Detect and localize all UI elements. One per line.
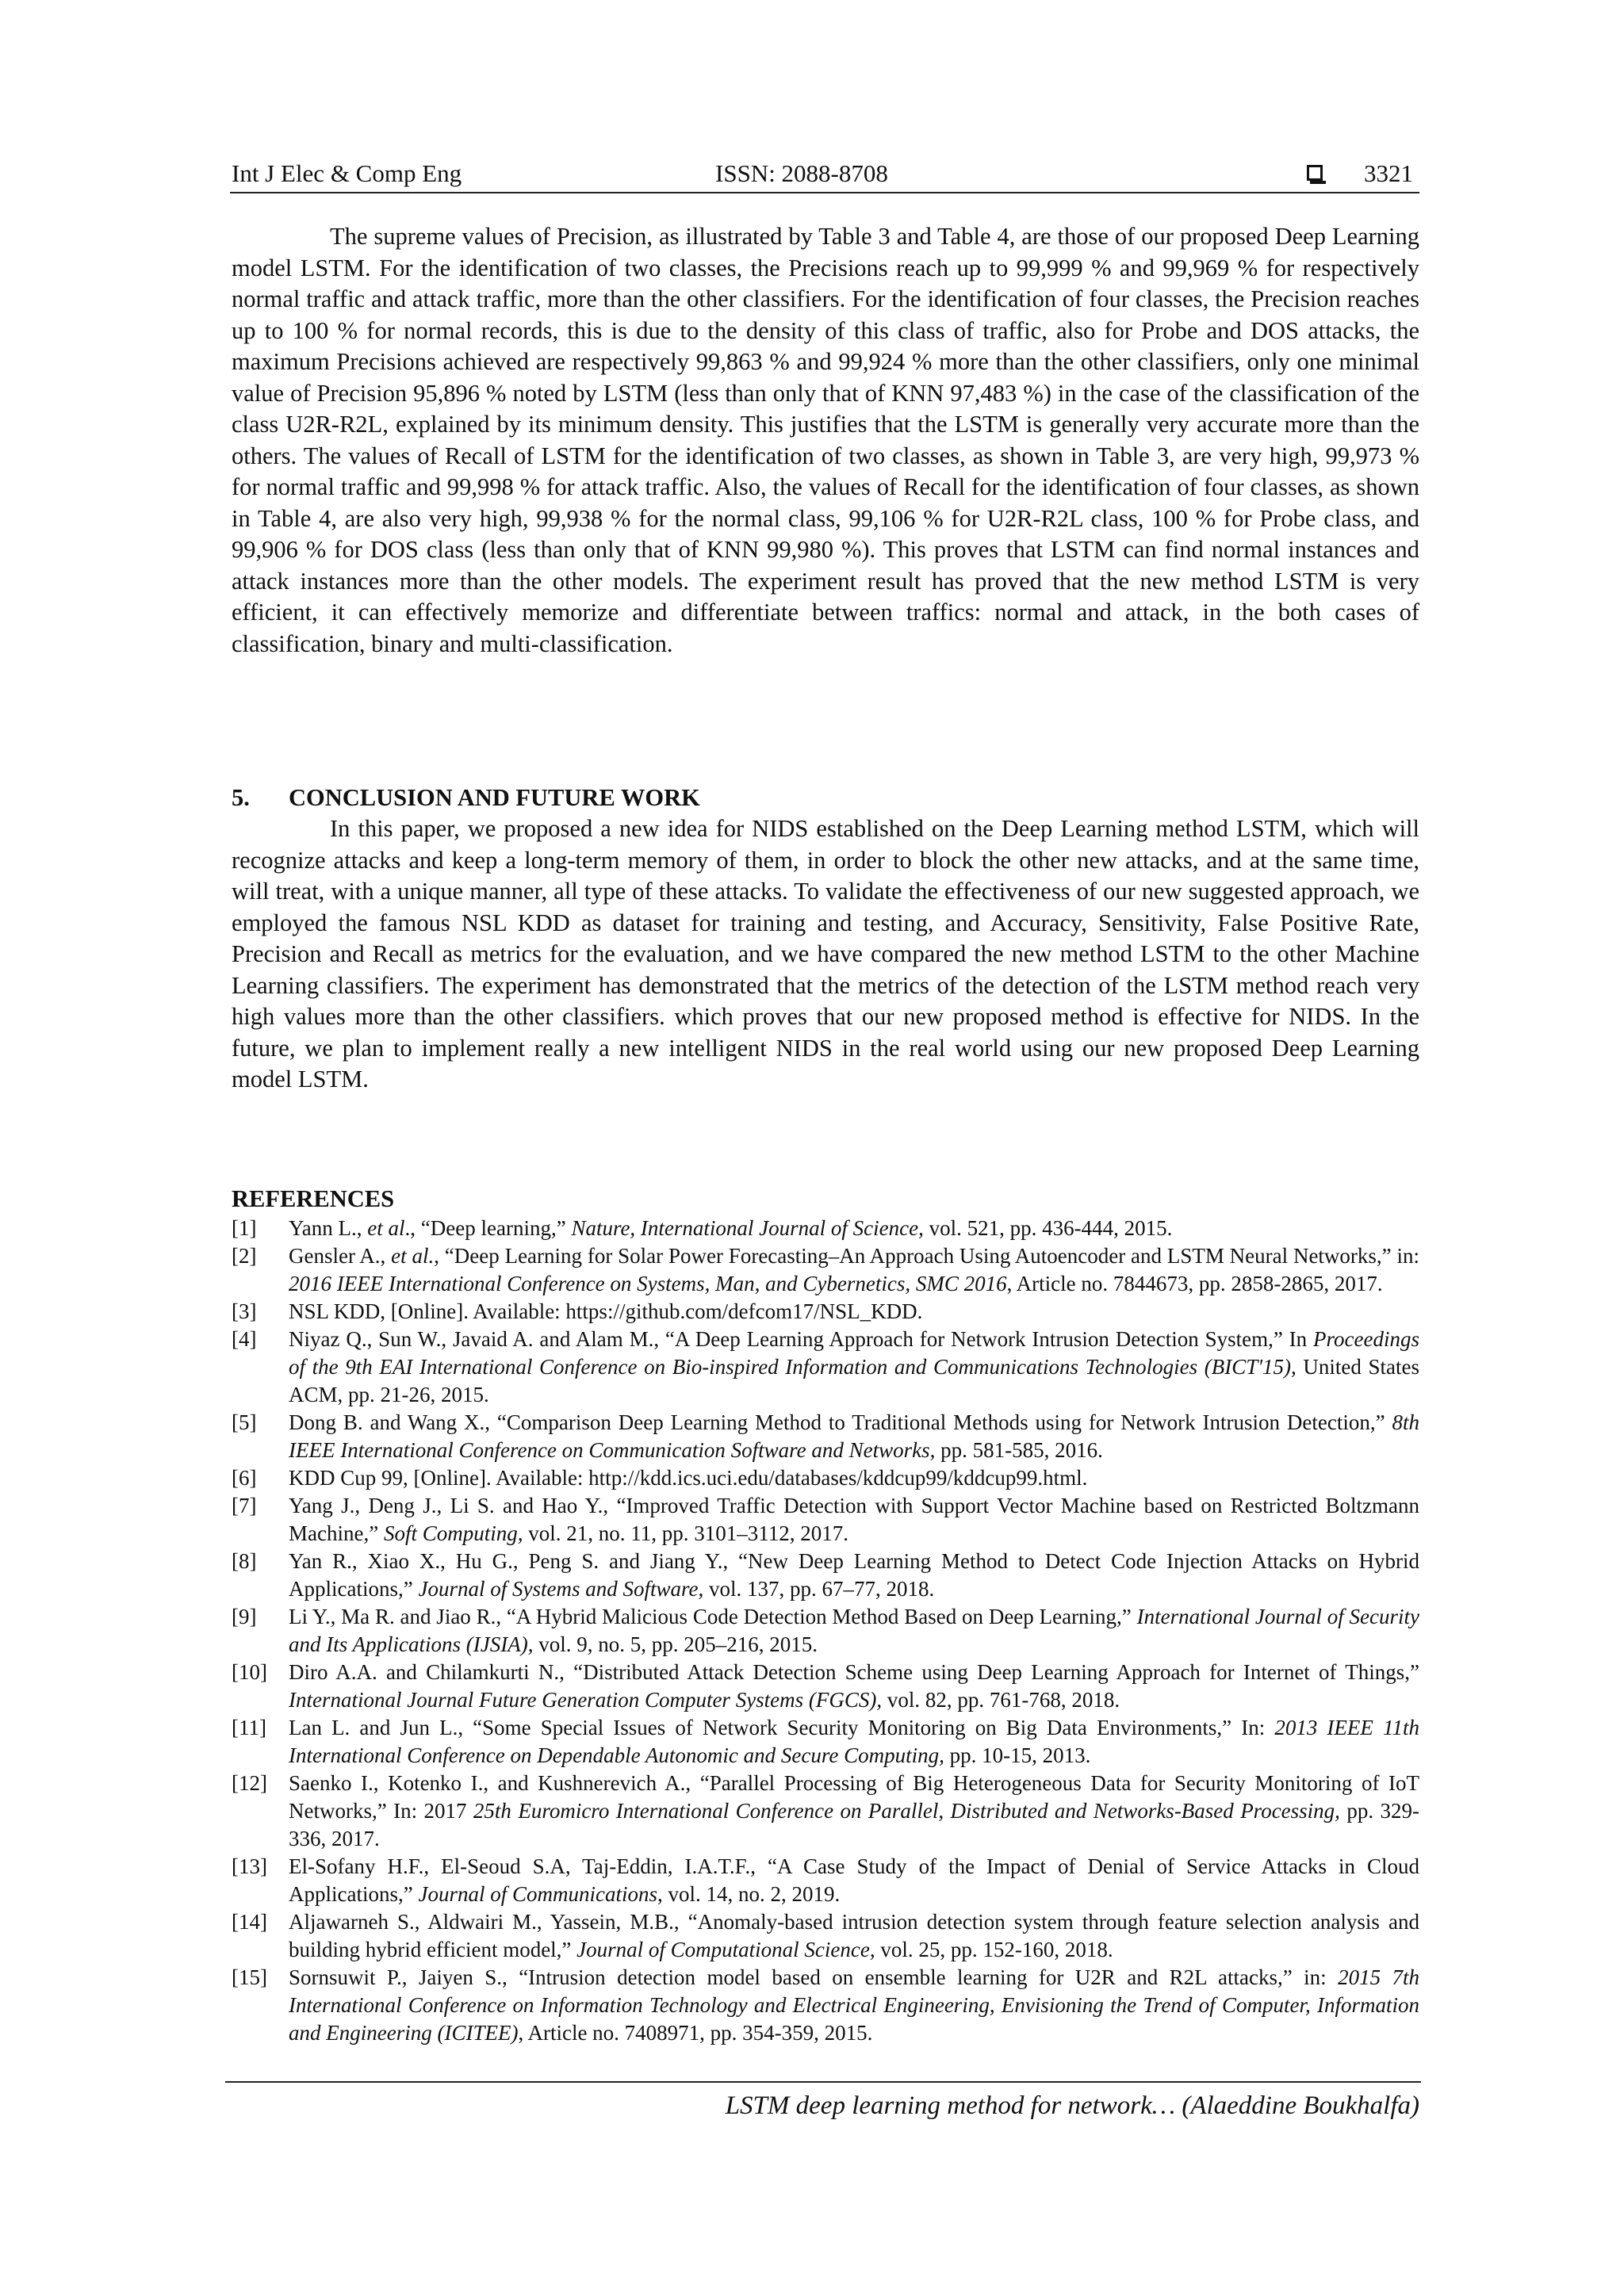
reference-number: [7] bbox=[232, 1494, 257, 1517]
reference-text: pp. 10-15, 2013. bbox=[944, 1743, 1091, 1767]
reference-text: Sornsuwit P., Jaiyen S., “Intrusion detection model based on ensemble learning for U2R and R2L attacks,” in: bbox=[289, 1965, 1339, 1989]
reference-text: Yang J., Deng J., Li S. and Hao Y., “Improved Traffic Detection with Support Vector Machine based on Restricted Boltzmann Machine,” bbox=[289, 1494, 1419, 1545]
reference-text: Li Y., Ma R. and Jiao R., “A Hybrid Malicious Code Detection Method Based on Deep Learning,” bbox=[289, 1605, 1137, 1628]
reference-text: United States ACM, pp. 21-26, 2015. bbox=[289, 1355, 1419, 1406]
reference-text: Yan R., Xiao X., Hu G., Peng S. and Jiang Y., “New Deep Learning Method to Detect Code Injection Attacks on Hybrid Applications,” bbox=[289, 1549, 1419, 1601]
reference-text: , Article no. 7408971, pp. 354-359, 2015. bbox=[518, 2021, 873, 2045]
reference-text: Niyaz Q., Sun W., Javaid A. and Alam M., “A Deep Learning Approach for Network Intrusion Detection System,” In bbox=[289, 1327, 1314, 1351]
reference-item bbox=[232, 1714, 1419, 1770]
reference-text: KDD Cup 99, [Online]. Available: http://kdd.ics.uci.edu/databases/kddcup99/kddcup99.html. bbox=[289, 1466, 1088, 1490]
reference-item bbox=[232, 1908, 1419, 1964]
section-title: CONCLUSION AND FUTURE WORK bbox=[289, 784, 700, 811]
reference-number: [1] bbox=[232, 1216, 257, 1240]
reference-text: vol. 9, no. 5, pp. 205–216, 2015. bbox=[533, 1632, 818, 1656]
reference-item bbox=[232, 1853, 1419, 1908]
reference-number: [8] bbox=[232, 1549, 257, 1573]
reference-italic-text: et al bbox=[367, 1216, 405, 1240]
reference-number: [13] bbox=[232, 1854, 267, 1878]
results-paragraph: The supreme values of Precision, as illustrated by Table 3 and Table 4, are those of our proposed Deep Learning model LSTM. For the identification of two classes, the Precisions reach up to 99,999 % and 99,969 % for respectively normal traffic and attack traffic, more than the other classifiers. For the identification of four classes, the Precision reaches up to 100 % for normal records, this is due to the density of this class of traffic, also for Probe and DOS attacks, the maximum Precisions achieved are respectively 99,863 % and 99,924 % more than the other classifiers, only one minimal value of Precision 95,896 % noted by LSTM (less than only that of KNN 97,483 %) in the case of the classification of the class U2R-R2L, explained by its minimum density. This justifies that the LSTM is generally very accurate more than the others. The values of Recall of LSTM for the identification of two classes, as shown in Table 3, are very high, 99,973 % for normal traffic and 99,998 % for attack traffic. Also, the values of Recall for the identification of four classes, as shown in Table 4, are also very high, 99,938 % for the normal class, 99,106 % for U2R-R2L class, 100 % for Probe class, and 99,906 % for DOS class (less than only that of KNN 99,980 %). This proves that LSTM can find normal instances and attack instances more than the other models. The experiment result has proved that the new method LSTM is very efficient, it can effectively memorize and differentiate between traffics: normal and attack, in the both cases of classification, binary and multi-classification. bbox=[232, 223, 1419, 657]
page-footer: LSTM deep learning method for network… (Alaeddine Boukhalfa) bbox=[725, 2091, 1419, 2120]
reference-italic-text: Nature, International Journal of Science, bbox=[571, 1216, 924, 1240]
reference-text: Diro A.A. and Chilamkurti N., “Distributed Attack Detection Scheme using Deep Learning Approach for Internet of Things,” bbox=[289, 1660, 1419, 1684]
reference-italic-text: 2013 IEEE 11th International Conference on Dependable Autonomic and Secure Computing, bbox=[289, 1716, 1419, 1767]
reference-text: vol. 21, no. 11, pp. 3101–3112, 2017. bbox=[523, 1521, 848, 1545]
reference-item bbox=[232, 1603, 1419, 1659]
reference-text: ., “Deep learning,” bbox=[404, 1216, 572, 1240]
reference-italic-text: 2015 7th International Conference on Information Technology and Electrical Engineering, Envisioning the Trend of Computer, Information and Engineering (ICITEE) bbox=[289, 1965, 1419, 2045]
reference-number: [12] bbox=[232, 1771, 267, 1795]
reference-number: [11] bbox=[232, 1716, 266, 1739]
section-heading bbox=[232, 782, 700, 813]
reference-item bbox=[232, 1659, 1419, 1714]
reference-text: , Article no. 7844673, pp. 2858-2865, 2017. bbox=[1006, 1272, 1383, 1295]
reference-item bbox=[232, 1770, 1419, 1853]
reference-text: pp. 581-585, 2016. bbox=[935, 1438, 1103, 1462]
reference-text: pp. 329-336, 2017. bbox=[289, 1799, 1419, 1850]
section-number: 5. bbox=[232, 784, 250, 811]
reference-text: Aljawarneh S., Aldwairi M., Yassein, M.B., “Anomaly-based intrusion detection system through feature selection analysis and building hybrid efficient model,” bbox=[289, 1910, 1419, 1961]
reference-list bbox=[232, 1215, 1419, 2047]
reference-item bbox=[232, 1242, 1419, 1298]
reference-text: Lan L. and Jun L., “Some Special Issues of Network Security Monitoring on Big Data Environments,” In: bbox=[289, 1716, 1275, 1739]
reference-number: [9] bbox=[232, 1605, 257, 1628]
reference-text: Gensler A., bbox=[289, 1244, 392, 1268]
reference-text: vol. 521, pp. 436-444, 2015. bbox=[923, 1216, 1173, 1240]
reference-text: vol. 25, pp. 152-160, 2018. bbox=[875, 1938, 1113, 1961]
page-header bbox=[230, 155, 1419, 193]
reference-number: [14] bbox=[232, 1910, 267, 1934]
reference-text: NSL KDD, [Online]. Available: https://github.com/defcom17/NSL_KDD. bbox=[289, 1299, 923, 1323]
reference-text: Yann L., bbox=[289, 1216, 368, 1240]
reference-number: [3] bbox=[232, 1299, 257, 1323]
reference-number: [4] bbox=[232, 1327, 257, 1351]
reference-text: , vol. 14, no. 2, 2019. bbox=[657, 1882, 841, 1906]
reference-text: , “Deep Learning for Solar Power Forecasting–An Approach Using Autoencoder and LSTM Neural Networks,” in: bbox=[434, 1244, 1419, 1268]
reference-text: vol. 82, pp. 761-768, 2018. bbox=[882, 1688, 1120, 1712]
reference-text: Saenko I., Kotenko I., and Kushnerevich A., “Parallel Processing of Big Heterogeneous Data for Security Monitoring of IoT Networks,” In: 2017 bbox=[289, 1771, 1419, 1823]
reference-item bbox=[232, 1464, 1419, 1492]
reference-item bbox=[232, 1492, 1419, 1548]
reference-item bbox=[232, 1409, 1419, 1464]
conclusion-paragraph: In this paper, we proposed a new idea for NIDS established on the Deep Learning method LSTM, which will recognize attacks and keep a long-term memory of them, in order to block the other new attacks, and at the same time, will treat, with a unique manner, all type of these attacks. To validate the effectiveness of our new suggested approach, we employed the famous NSL KDD as dataset for training and testing, and Accuracy, Sensitivity, False Positive Rate, Precision and Recall as metrics for the evaluation, and we have compared the new method LSTM to the other Machine Learning classifiers. The experiment has demonstrated that the metrics of the detection of the LSTM method reach very high values more than the other classifiers. which proves that our new proposed method is effective for NIDS. In the future, we plan to implement really a new intelligent NIDS in the real world using our new proposed Deep Learning model LSTM. bbox=[232, 815, 1419, 1093]
reference-item bbox=[232, 1326, 1419, 1409]
reference-italic-text: 25th Euromicro International Conference on Parallel, Distributed and Networks-Based Processing, bbox=[473, 1799, 1340, 1823]
reference-italic-text: Journal of Communications bbox=[418, 1882, 657, 1906]
footer-divider bbox=[225, 2081, 1421, 2083]
reference-item bbox=[232, 1548, 1419, 1603]
reference-number: [6] bbox=[232, 1466, 257, 1490]
reference-number: [5] bbox=[232, 1410, 257, 1434]
reference-text: vol. 137, pp. 67–77, 2018. bbox=[703, 1577, 935, 1601]
reference-number: [15] bbox=[232, 1965, 267, 1989]
reference-text: El-Sofany H.F., El-Seoud S.A, Taj-Eddin, I.A.T.F., “A Case Study of the Impact of Denial of Service Attacks in Cloud Applications,” bbox=[289, 1854, 1419, 1906]
reference-italic-text: Proceedings of the 9th EAI International Conference on Bio-inspired Information and Communications Technologies (BICT'15), bbox=[289, 1327, 1419, 1379]
reference-item bbox=[232, 1964, 1419, 2047]
reference-italic-text: International Journal Future Generation Computer Systems (FGCS), bbox=[289, 1688, 883, 1712]
reference-number: [10] bbox=[232, 1660, 267, 1684]
reference-text: Dong B. and Wang X., “Comparison Deep Learning Method to Traditional Methods using for Network Intrusion Detection,” bbox=[289, 1410, 1392, 1434]
reference-item bbox=[232, 1215, 1419, 1242]
reference-italic-text: 8th IEEE International Conference on Communication Software and Networks, bbox=[289, 1410, 1419, 1462]
reference-italic-text: et al. bbox=[391, 1244, 435, 1268]
reference-italic-text: Soft Computing, bbox=[383, 1521, 523, 1545]
references-heading: REFERENCES bbox=[232, 1185, 395, 1212]
journal-name: Int J Elec & Comp Eng bbox=[232, 159, 462, 187]
square-icon bbox=[1307, 165, 1323, 181]
issn: ISSN: 2088-8708 bbox=[715, 159, 888, 187]
reference-italic-text: Journal of Systems and Software, bbox=[418, 1577, 704, 1601]
reference-italic-text: International Journal of Security and Its Applications (IJSIA), bbox=[289, 1605, 1419, 1656]
reference-italic-text: Journal of Computational Science, bbox=[576, 1938, 875, 1961]
page-number: 3321 bbox=[1364, 159, 1413, 187]
reference-italic-text: 2016 IEEE International Conference on Systems, Man, and Cybernetics, SMC 2016 bbox=[289, 1272, 1007, 1295]
reference-number: [2] bbox=[232, 1244, 257, 1268]
reference-item bbox=[232, 1298, 1419, 1326]
